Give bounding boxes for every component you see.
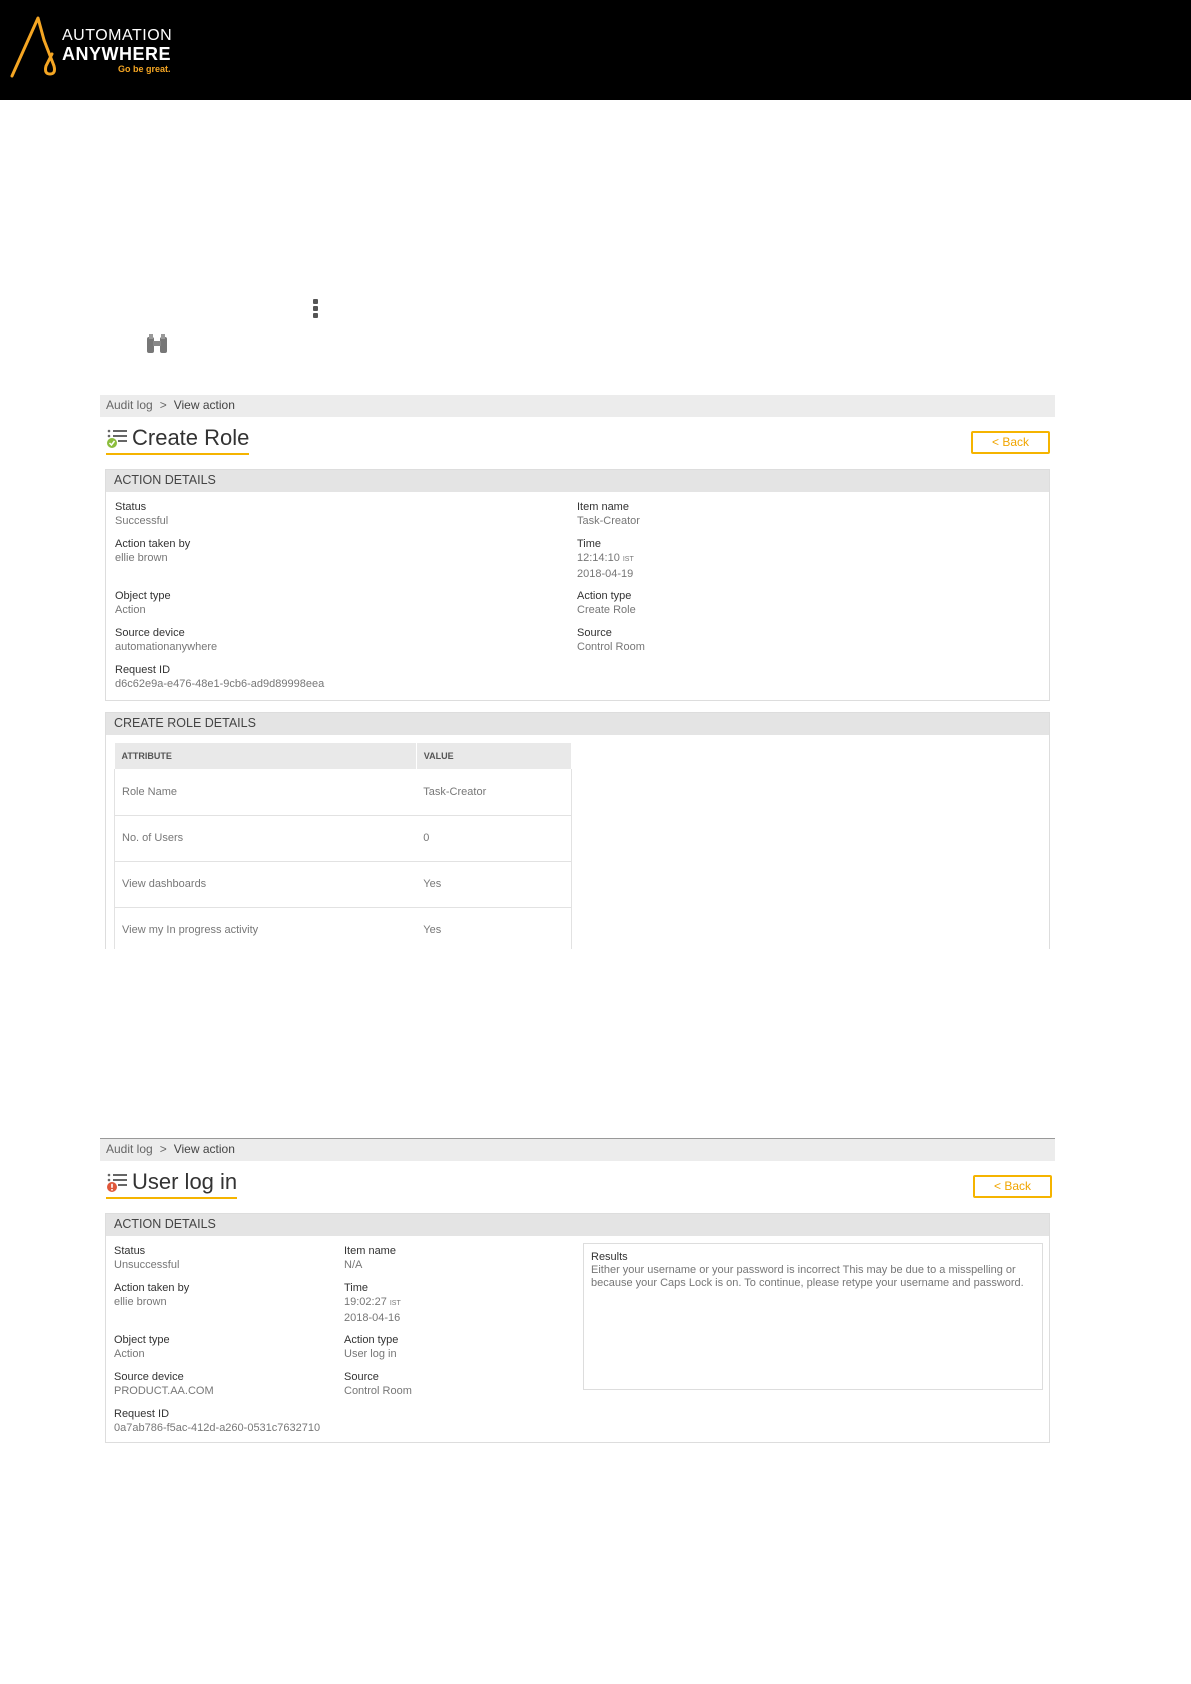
value-cell: Task-Creator [416,769,571,815]
request-id-label: Request ID [114,1408,170,1420]
time-value: 12:14:10 [577,552,620,564]
back-button[interactable]: < Back [973,1175,1052,1198]
attribute-cell: No. of Users [115,815,417,861]
item-name-value: Task-Creator [577,515,640,527]
column-header-value: VALUE [416,743,571,769]
source-label: Source [344,1371,379,1383]
action-taken-by-field [115,537,190,565]
object-type-label: Object type [114,1334,170,1346]
action-type-value: User log in [344,1348,397,1360]
section-heading: CREATE ROLE DETAILS [106,713,1049,735]
table-row [115,907,572,949]
source-field [344,1370,412,1398]
back-button[interactable]: < Back [971,431,1050,454]
kebab-menu-icon [313,299,319,321]
success-check-icon [106,427,128,449]
results-box [583,1243,1043,1390]
page-title [106,1169,237,1199]
action-type-value: Create Role [577,604,636,616]
status-label: Status [115,501,147,513]
request-id-value: d6c62e9a-e476-48e1-9cb6-ad9d89998eea [115,678,325,690]
logo-tagline: Go be great. [118,64,171,74]
item-name-label: Item name [577,501,629,513]
breadcrumb [100,1139,1055,1161]
value-cell: 0 [416,815,571,861]
table-row [115,815,572,861]
attribute-table [114,743,572,949]
value-cell: Yes [416,907,571,949]
item-name-value: N/A [344,1259,363,1271]
source-device-value: PRODUCT.AA.COM [114,1385,214,1397]
status-field [114,1244,179,1272]
page-title-text: Create Role [132,425,250,450]
failure-alert-icon [106,1171,128,1193]
source-value: Control Room [577,641,645,653]
source-device-label: Source device [115,627,185,639]
title-bar [100,417,1055,469]
object-type-field [115,589,171,617]
page-title [106,425,249,455]
timezone: IST [622,556,634,563]
source-value: Control Room [344,1385,412,1397]
action-type-label: Action type [344,1334,399,1346]
status-label: Status [114,1245,146,1257]
automation-anywhere-logo [8,14,198,80]
logo-line-1: AUTOMATION [62,27,173,44]
source-device-field [115,626,217,654]
section-heading: ACTION DETAILS [106,1214,1049,1236]
status-value: Successful [115,515,169,527]
action-type-label: Action type [577,590,632,602]
item-name-field [577,500,640,528]
user-log-in-panel [100,1138,1055,1443]
binoculars-icon [145,333,169,355]
value-cell: Yes [416,861,571,907]
object-type-field [114,1333,170,1361]
request-id-field [115,663,324,691]
table-row [115,769,572,815]
action-taken-by-label: Action taken by [115,538,191,550]
source-label: Source [577,627,612,639]
create-role-panel [100,395,1055,949]
results-label: Results [591,1251,628,1263]
action-taken-by-label: Action taken by [114,1282,190,1294]
date-value: 2018-04-16 [344,1312,401,1324]
object-type-label: Object type [115,590,171,602]
breadcrumb [100,395,1055,417]
breadcrumb-separator: > [159,1142,167,1156]
table-row [115,861,572,907]
action-taken-by-value: ellie brown [115,552,168,564]
request-id-value: 0a7ab786-f5ac-412d-a260-0531c7632710 [114,1422,321,1434]
action-type-field [577,589,636,617]
title-bar [100,1161,1055,1213]
breadcrumb-current: View action [173,1142,235,1156]
request-id-label: Request ID [115,664,171,676]
source-device-value: automationanywhere [115,641,218,653]
source-device-field [114,1370,214,1398]
breadcrumb-current: View action [173,398,235,412]
action-taken-by-field [114,1281,189,1309]
logo-mark-icon [8,14,68,80]
status-field [115,500,168,528]
attribute-cell: Role Name [115,769,417,815]
attribute-cell: View my In progress activity [115,907,417,949]
action-taken-by-value: ellie brown [114,1296,167,1308]
header-bar [0,0,1191,100]
time-label: Time [344,1282,369,1294]
source-device-label: Source device [114,1371,184,1383]
action-details-section [105,469,1050,701]
request-id-field [114,1407,320,1435]
time-field [577,537,634,581]
object-type-value: Action [114,1348,145,1360]
breadcrumb-audit-log[interactable]: Audit log [106,398,153,412]
status-value: Unsuccessful [114,1259,180,1271]
logo-line-2: ANYWHERE [62,44,172,64]
column-header-attribute: ATTRIBUTE [115,743,417,769]
time-label: Time [577,538,602,550]
object-type-value: Action [115,604,146,616]
time-value: 19:02:27 [344,1296,387,1308]
create-role-details-section [105,712,1050,949]
section-heading: ACTION DETAILS [106,470,1049,492]
item-name-label: Item name [344,1245,396,1257]
breadcrumb-separator: > [159,398,167,412]
date-value: 2018-04-19 [577,568,634,580]
page-title-text: User log in [132,1169,238,1194]
action-type-field [344,1333,398,1361]
breadcrumb-audit-log[interactable]: Audit log [106,1142,153,1156]
timezone: IST [389,1300,401,1307]
action-details-section [105,1213,1050,1443]
source-field [577,626,645,654]
results-value: Either your username or your password is incorrect This may be due to a misspelling or because your Caps Lock is on. To continue, please retype your username and password. [591,1264,1024,1289]
time-field [344,1281,401,1325]
attribute-cell: View dashboards [115,861,417,907]
item-name-field [344,1244,396,1272]
